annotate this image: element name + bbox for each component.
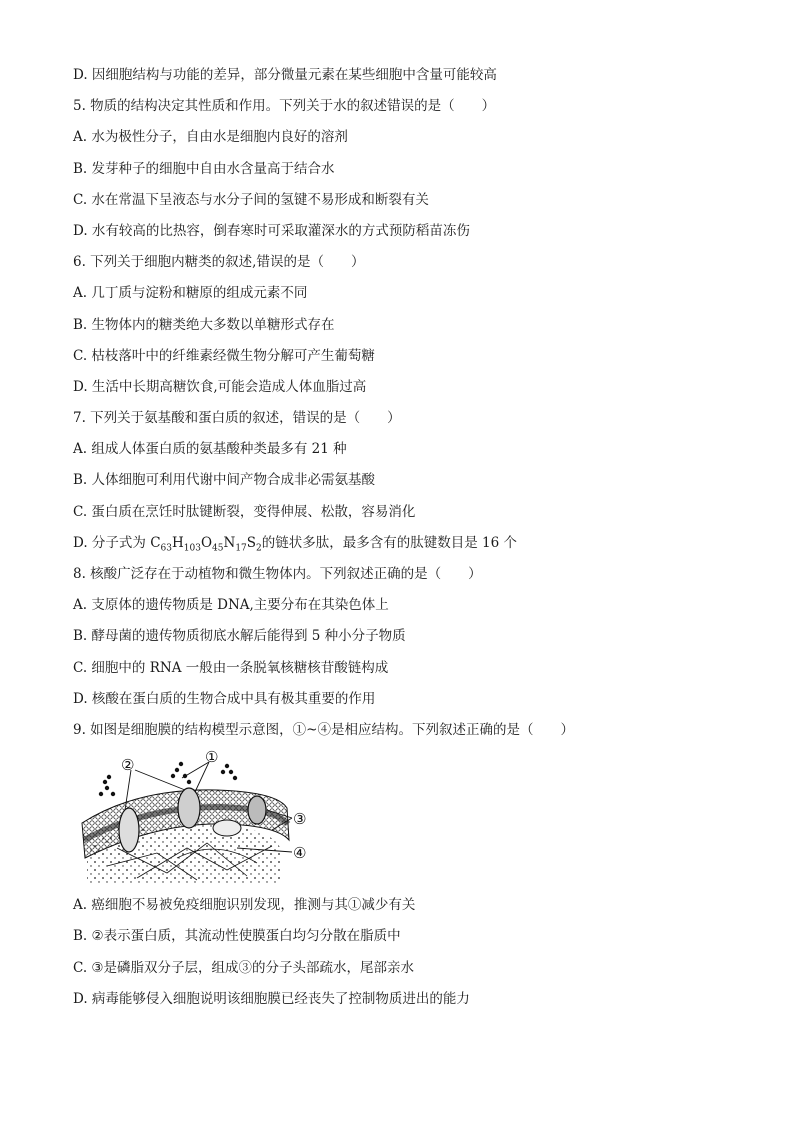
- q5-stem: 5. 物质的结构决定其性质和作用。下列关于水的叙述错误的是（ ）: [73, 98, 496, 115]
- cell-membrane-figure: [77, 748, 337, 888]
- q8-stem: 8. 核酸广泛存在于动植物和微生物体内。下列叙述正确的是（ ）: [73, 566, 482, 582]
- q9-stem: 9. 如图是细胞膜的结构模型示意图，①~④是相应结构。下列叙述正确的是（ ）: [73, 721, 574, 738]
- q5-opt-c: C. 水在常温下呈液态与水分子间的氢键不易形成和断裂有关: [73, 191, 429, 208]
- q9-opt-b: B. ②表示蛋白质，其流动性使膜蛋白均匀分散在脂质中: [73, 928, 401, 945]
- q7-opt-a: A. 组成人体蛋白质的氨基酸种类最多有 21 种: [73, 441, 347, 458]
- q7-stem: 7. 下列关于氨基酸和蛋白质的叙述，错误的是（ ）: [73, 410, 401, 427]
- q7-opt-d-suffix: 的链状多肽，最多含有的肽键数目是 16 个: [261, 534, 518, 551]
- hydrogen-count: 103: [183, 543, 201, 554]
- figure-label-1: ①: [205, 748, 219, 767]
- question-block-top: [73, 60, 733, 528]
- q4-opt-d: D. 因细胞结构与功能的差异，部分微量元素在某些细胞中含量可能较高: [73, 67, 497, 83]
- q6-opt-a: A. 几丁质与淀粉和糖原的组成元素不同: [73, 285, 308, 302]
- q8-opt-b: B. 酵母菌的遗传物质彻底水解后能得到 5 种小分子物质: [73, 628, 406, 645]
- q9-opt-c: C. ③是磷脂双分子层，组成③的分子头部疏水，尾部亲水: [73, 959, 415, 976]
- q8-opt-c: C. 细胞中的 RNA 一般由一条脱氧核糖核苷酸链构成: [73, 659, 389, 676]
- question-block-bottom: [73, 890, 733, 1015]
- q6-stem: 6. 下列关于细胞内糖类的叙述,错误的是（ ）: [73, 254, 365, 271]
- q9-opt-d: D. 病毒能够侵入细胞说明该细胞膜已经丧失了控制物质进出的能力: [73, 990, 470, 1007]
- q9-opt-a: A. 癌细胞不易被免疫细胞识别发现，推测与其①减少有关: [73, 897, 416, 914]
- q8-opt-a: A. 支原体的遗传物质是 DNA,主要分布在其染色体上: [73, 597, 389, 614]
- q7-opt-b: B. 人体细胞可利用代谢中间产物合成非必需氨基酸: [73, 472, 376, 489]
- document-page: [73, 60, 733, 1015]
- figure-label-3: ③: [293, 810, 307, 829]
- oxygen-count: 45: [212, 543, 224, 554]
- nitrogen-symbol: N: [223, 534, 236, 551]
- q6-opt-c: C. 枯枝落叶中的纤维素经微生物分解可产生葡萄糖: [73, 347, 375, 364]
- cell-membrane-diagram: [77, 748, 337, 888]
- carbon-count: 63: [160, 543, 172, 554]
- oxygen-symbol: O: [200, 534, 213, 551]
- hydrogen-symbol: H: [172, 534, 184, 551]
- q6-opt-d: D. 生活中长期高糖饮食,可能会造成人体血脂过高: [73, 378, 367, 395]
- nitrogen-count: 17: [235, 543, 247, 554]
- sulfur-symbol: S: [246, 534, 257, 551]
- q5-opt-d: D. 水有较高的比热容，倒春寒时可采取灌深水的方式预防稻苗冻伤: [73, 222, 470, 239]
- figure-label-4: ④: [293, 844, 307, 863]
- q6-opt-b: B. 生物体内的糖类绝大多数以单糖形式存在: [73, 316, 335, 333]
- q8-opt-d: D. 核酸在蛋白质的生物合成中具有极其重要的作用: [73, 690, 376, 707]
- q7-option-d: [73, 528, 733, 559]
- question-block-middle: [73, 559, 733, 746]
- q7-opt-d-prefix: D. 分子式为 C: [73, 534, 161, 551]
- figure-label-2: ②: [121, 756, 135, 775]
- q5-opt-a: A. 水为极性分子，自由水是细胞内良好的溶剂: [73, 129, 348, 146]
- q7-opt-c: C. 蛋白质在烹饪时肽键断裂，变得伸展、松散，容易消化: [73, 503, 416, 520]
- q5-opt-b: B. 发芽种子的细胞中自由水含量高于结合水: [73, 160, 335, 177]
- sulfur-count: 2: [256, 543, 262, 554]
